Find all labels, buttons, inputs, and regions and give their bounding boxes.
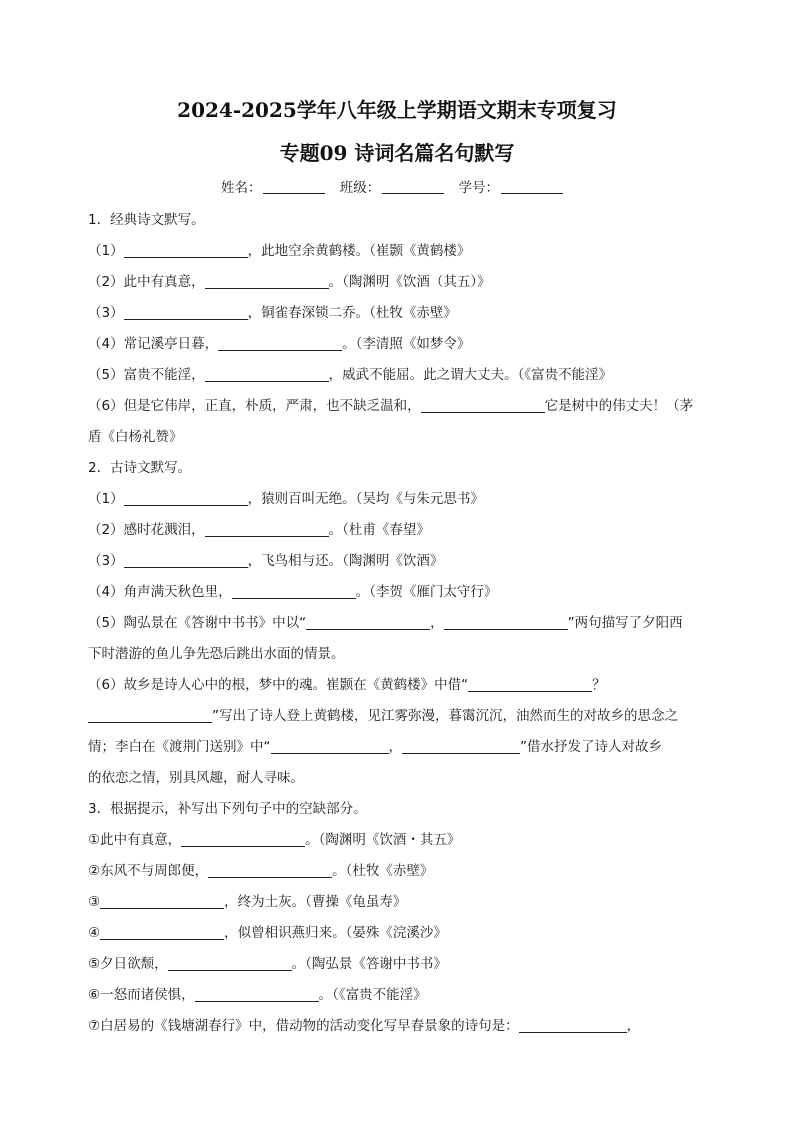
question-line: ”写出了诗人登上黄鹤楼，见江雾弥漫，暮霭沉沉，油然而生的对故乡的思念之 xyxy=(88,701,708,732)
question-line: （2）感时花溅泪， 。（杜甫《春望》 xyxy=(88,522,430,538)
question-line-continued: 下时潜游的鱼儿争先恐后跳出水面的情景。 xyxy=(88,646,345,662)
question-1-heading: 1．经典诗文默写。 xyxy=(88,212,205,228)
answer-blank[interactable] xyxy=(306,616,430,630)
question-line: （2）此中有真意， 。（陶渊明《饮酒（其五）》 xyxy=(88,274,491,290)
answer-blank[interactable] xyxy=(100,895,224,909)
answer-blank[interactable] xyxy=(205,523,329,537)
question-line: ⑦白居易的《钱塘湖春行》中，借动物的活动变化写早春景象的诗句是： ， xyxy=(88,1018,641,1034)
document-title: 2024-2025学年八年级上学期语文期末专项复习 xyxy=(177,98,617,122)
question-line: ①此中有真意， 。（陶渊明《饮酒・其五》 xyxy=(88,832,461,848)
question-line: （1） ，猿则百叫无绝。（吴均《与朱元思书》 xyxy=(88,491,484,507)
question-line-continued: 的依恋之情，别具风趣，耐人寻味。 xyxy=(88,770,304,786)
question-3-heading: 3．根据提示，补写出下列句子中的空缺部分。 xyxy=(88,801,367,817)
answer-blank[interactable] xyxy=(519,1019,627,1033)
question-line: （5）富贵不能淫， ，威武不能屈。此之谓大丈夫。（《富贵不能淫》 xyxy=(88,367,613,383)
answer-blank[interactable] xyxy=(168,957,292,971)
answer-blank[interactable] xyxy=(208,864,332,878)
id-blank[interactable] xyxy=(501,181,563,194)
question-line: ②东风不与周郎便， 。（杜牧《赤壁》 xyxy=(88,863,434,879)
answer-blank[interactable] xyxy=(218,337,342,351)
question-line: ④ ，似曾相识燕归来。（晏殊《浣溪沙》 xyxy=(88,925,447,941)
answer-blank[interactable] xyxy=(100,926,224,940)
answer-blank[interactable] xyxy=(124,554,248,568)
student-info-row xyxy=(0,176,794,196)
name-label: 姓名： xyxy=(220,180,262,196)
class-label: 班级： xyxy=(339,180,381,196)
answer-blank[interactable] xyxy=(402,740,520,754)
question-line: （6）但是它伟岸，正直，朴质，严肃，也不缺乏温和， 它是树中的伟丈夫！（茅 xyxy=(88,398,694,414)
question-line: （4）常记溪亭日暮， 。（李清照《如梦令》 xyxy=(88,336,471,352)
answer-blank[interactable] xyxy=(444,616,568,630)
question-2-heading: 2．古诗文默写。 xyxy=(88,460,192,476)
answer-blank[interactable] xyxy=(421,399,545,413)
question-line: （3） ，飞鸟相与还。（陶渊明《饮酒》 xyxy=(88,553,444,569)
id-label: 学号： xyxy=(458,180,500,196)
name-blank[interactable] xyxy=(263,181,325,194)
question-line: ⑤夕日欲颓， 。（陶弘景《答谢中书书》 xyxy=(88,956,447,972)
answer-blank[interactable] xyxy=(271,740,389,754)
question-line: （4）角声满天秋色里， 。（李贺《雁门太守行》 xyxy=(88,584,498,600)
answer-blank[interactable] xyxy=(232,585,356,599)
answer-blank[interactable] xyxy=(124,492,248,506)
answer-blank[interactable] xyxy=(181,833,305,847)
answer-blank[interactable] xyxy=(205,275,329,289)
question-body xyxy=(88,205,708,1042)
question-line: 情；李白在《渡荆门送别》中“ ， ”借水抒发了诗人对故乡 xyxy=(88,739,662,755)
question-line: ③ ，终为土灰。（曹操《龟虽寿》 xyxy=(88,894,407,910)
answer-blank[interactable] xyxy=(124,306,248,320)
answer-blank[interactable] xyxy=(88,709,212,723)
answer-blank[interactable] xyxy=(124,244,248,258)
answer-blank[interactable] xyxy=(195,988,319,1002)
question-line: （3） ，铜雀春深锁二乔。（杜牧《赤壁》 xyxy=(88,305,457,321)
question-line-continued: 盾《白杨礼赞》 xyxy=(88,429,183,445)
class-blank[interactable] xyxy=(382,181,444,194)
answer-blank[interactable] xyxy=(205,368,329,382)
answer-blank[interactable] xyxy=(468,678,592,692)
question-line: ⑥一怒而诸侯惧， 。（《富贵不能淫》 xyxy=(88,987,427,1003)
question-line: （5）陶弘景在《答谢中书书》中以“ ， ”两句描写了夕阳西 xyxy=(88,615,683,631)
question-line: （1） ，此地空余黄鹤楼。（崔颢《黄鹤楼》 xyxy=(88,243,471,259)
document-subtitle: 专题09 诗词名篇名句默写 xyxy=(279,141,515,165)
question-line: （6）故乡是诗人心中的根，梦中的魂。崔颢在《黄鹤楼》中借“ ？ xyxy=(88,677,606,693)
